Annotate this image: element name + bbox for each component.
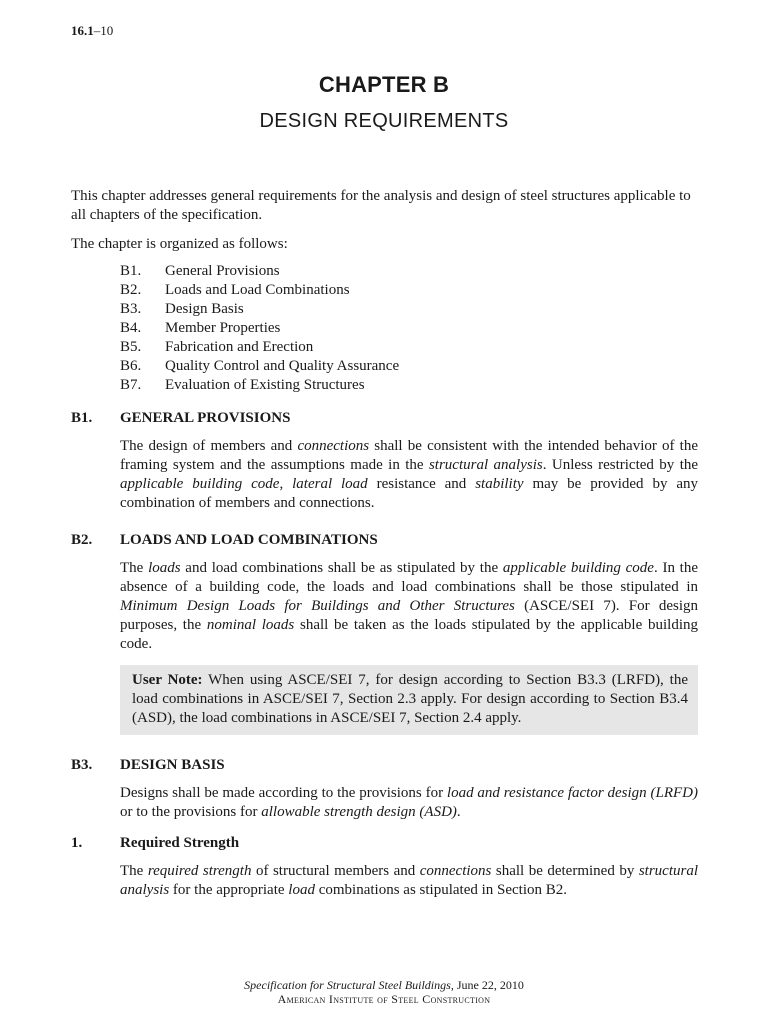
subsection-heading-1 [71,834,698,853]
page-number-rest: –10 [93,23,114,38]
defined-term: nominal loads [206,617,295,633]
section-list-item [120,300,698,319]
defined-term: required strength [147,863,252,879]
text: . [456,804,461,820]
defined-term: applicable building code [502,560,654,576]
section-list-label: Quality Control and Quality Assurance [165,358,400,374]
section-list-label: Design Basis [165,301,244,317]
subsection-number: 1. [71,835,83,851]
text: and load combinations shall be as stipulated by the [180,560,503,576]
b3-paragraph [120,784,698,822]
section-list-num: B7. [120,377,142,393]
user-note [120,665,698,735]
defined-term: structural analysis [428,457,543,473]
section-list-item [120,262,698,281]
intro-organization: The chapter is organized as follows: [71,236,288,252]
section-list-item [120,319,698,338]
section-list-item [120,357,698,376]
text: or to the provisions for [120,804,262,820]
section-list-num: B5. [120,339,142,355]
text: . Unless restricted by the [542,457,699,473]
subsection-title: Required Strength [120,835,240,851]
footer-date: June 22, 2010 [453,978,524,992]
text: for the appropriate [169,882,289,898]
section-list-num: B6. [120,358,142,374]
footer-publication-title: Specification for Structural Steel Buildings, [244,978,454,992]
referenced-standard: Minimum Design Loads for Buildings and Other Structures [120,598,515,614]
section-list [120,262,698,395]
page-number-bold: 16.1 [71,23,94,38]
section-number: B3. [71,757,93,773]
text: shall be taken as the loads stipulated by the applicable building code. [120,617,698,652]
section-number: B2. [71,532,93,548]
section-number: B1. [71,410,93,426]
defined-term: load [288,882,315,898]
section-list-item [120,281,698,300]
defined-term: structural analysis [120,863,699,898]
section-list-label: Evaluation of Existing Structures [165,377,365,393]
section-title: DESIGN BASIS [120,757,225,773]
text: combinations as stipulated in Section B2. [314,882,568,898]
section-list-num: B2. [120,282,142,298]
defined-term: load and resistance factor design (LRFD) [446,785,698,801]
chapter-subtitle: DESIGN REQUIREMENTS [259,110,509,132]
section-list-num: B1. [120,263,142,279]
text: may be provided by any combination of members and connections. [120,476,699,511]
text: resistance and [367,476,476,492]
defined-term: connections [297,438,370,454]
page-number [71,23,113,39]
defined-term: allowable strength design (ASD) [261,804,457,820]
text: of structural members and [251,863,420,879]
defined-term: stability [475,476,524,492]
text: Designs shall be made according to the provisions for [120,785,447,801]
section-list-num: B4. [120,320,142,336]
text: shall be consistent with the intended behavior of the framing system and the assumptions made in the [120,438,699,473]
defined-term: connections [419,863,492,879]
section-list-label: Member Properties [165,320,281,336]
b1-paragraph [120,437,698,513]
text: The [120,863,148,879]
section-heading-b3 [71,756,698,775]
text: (ASCE/SEI 7). For design purposes, the [120,598,699,633]
section-heading-b2 [71,531,698,550]
text: shall be determined by [491,863,639,879]
section-heading-b1 [71,409,698,428]
text: , [279,476,293,492]
section-list-label: General Provisions [165,263,280,279]
footer-line-1 [0,978,768,992]
chapter-title: CHAPTER B [318,72,450,97]
text: The design of members and [120,438,298,454]
page-footer [0,978,768,1006]
section-list-num: B3. [120,301,142,317]
section-list-item [120,376,698,395]
text: The [120,560,149,576]
section-list-label: Loads and Load Combinations [165,282,350,298]
b2-paragraph [120,559,698,654]
defined-term: applicable building code [120,476,280,492]
defined-term: loads [148,560,181,576]
page-body [71,187,698,900]
section-title: LOADS AND LOAD COMBINATIONS [120,532,378,548]
user-note-text: When using ASCE/SEI 7, for design according to Section B3.3 (LRFD), the load combinations in ASCE/SEI 7, Section 2.3 apply. For design according to Section B3.4 (ASD), the load combinations in ASCE/SEI 7, Section 2.4 apply. [132,672,688,726]
section-list-label: Fabrication and Erection [165,339,314,355]
text: . In the absence of a building code, the loads and load combinations shall be those stipulated in [120,560,699,595]
section-list-item [120,338,698,357]
section-title: GENERAL PROVISIONS [120,410,291,426]
intro-paragraph: This chapter addresses general requirements for the analysis and design of steel structures applicable to all chapters of the specification. [71,188,691,223]
defined-term: lateral load [292,476,368,492]
footer-publisher: American Institute of Steel Construction [277,992,491,1006]
s1-paragraph [120,862,698,900]
user-note-label: User Note: [132,672,203,688]
